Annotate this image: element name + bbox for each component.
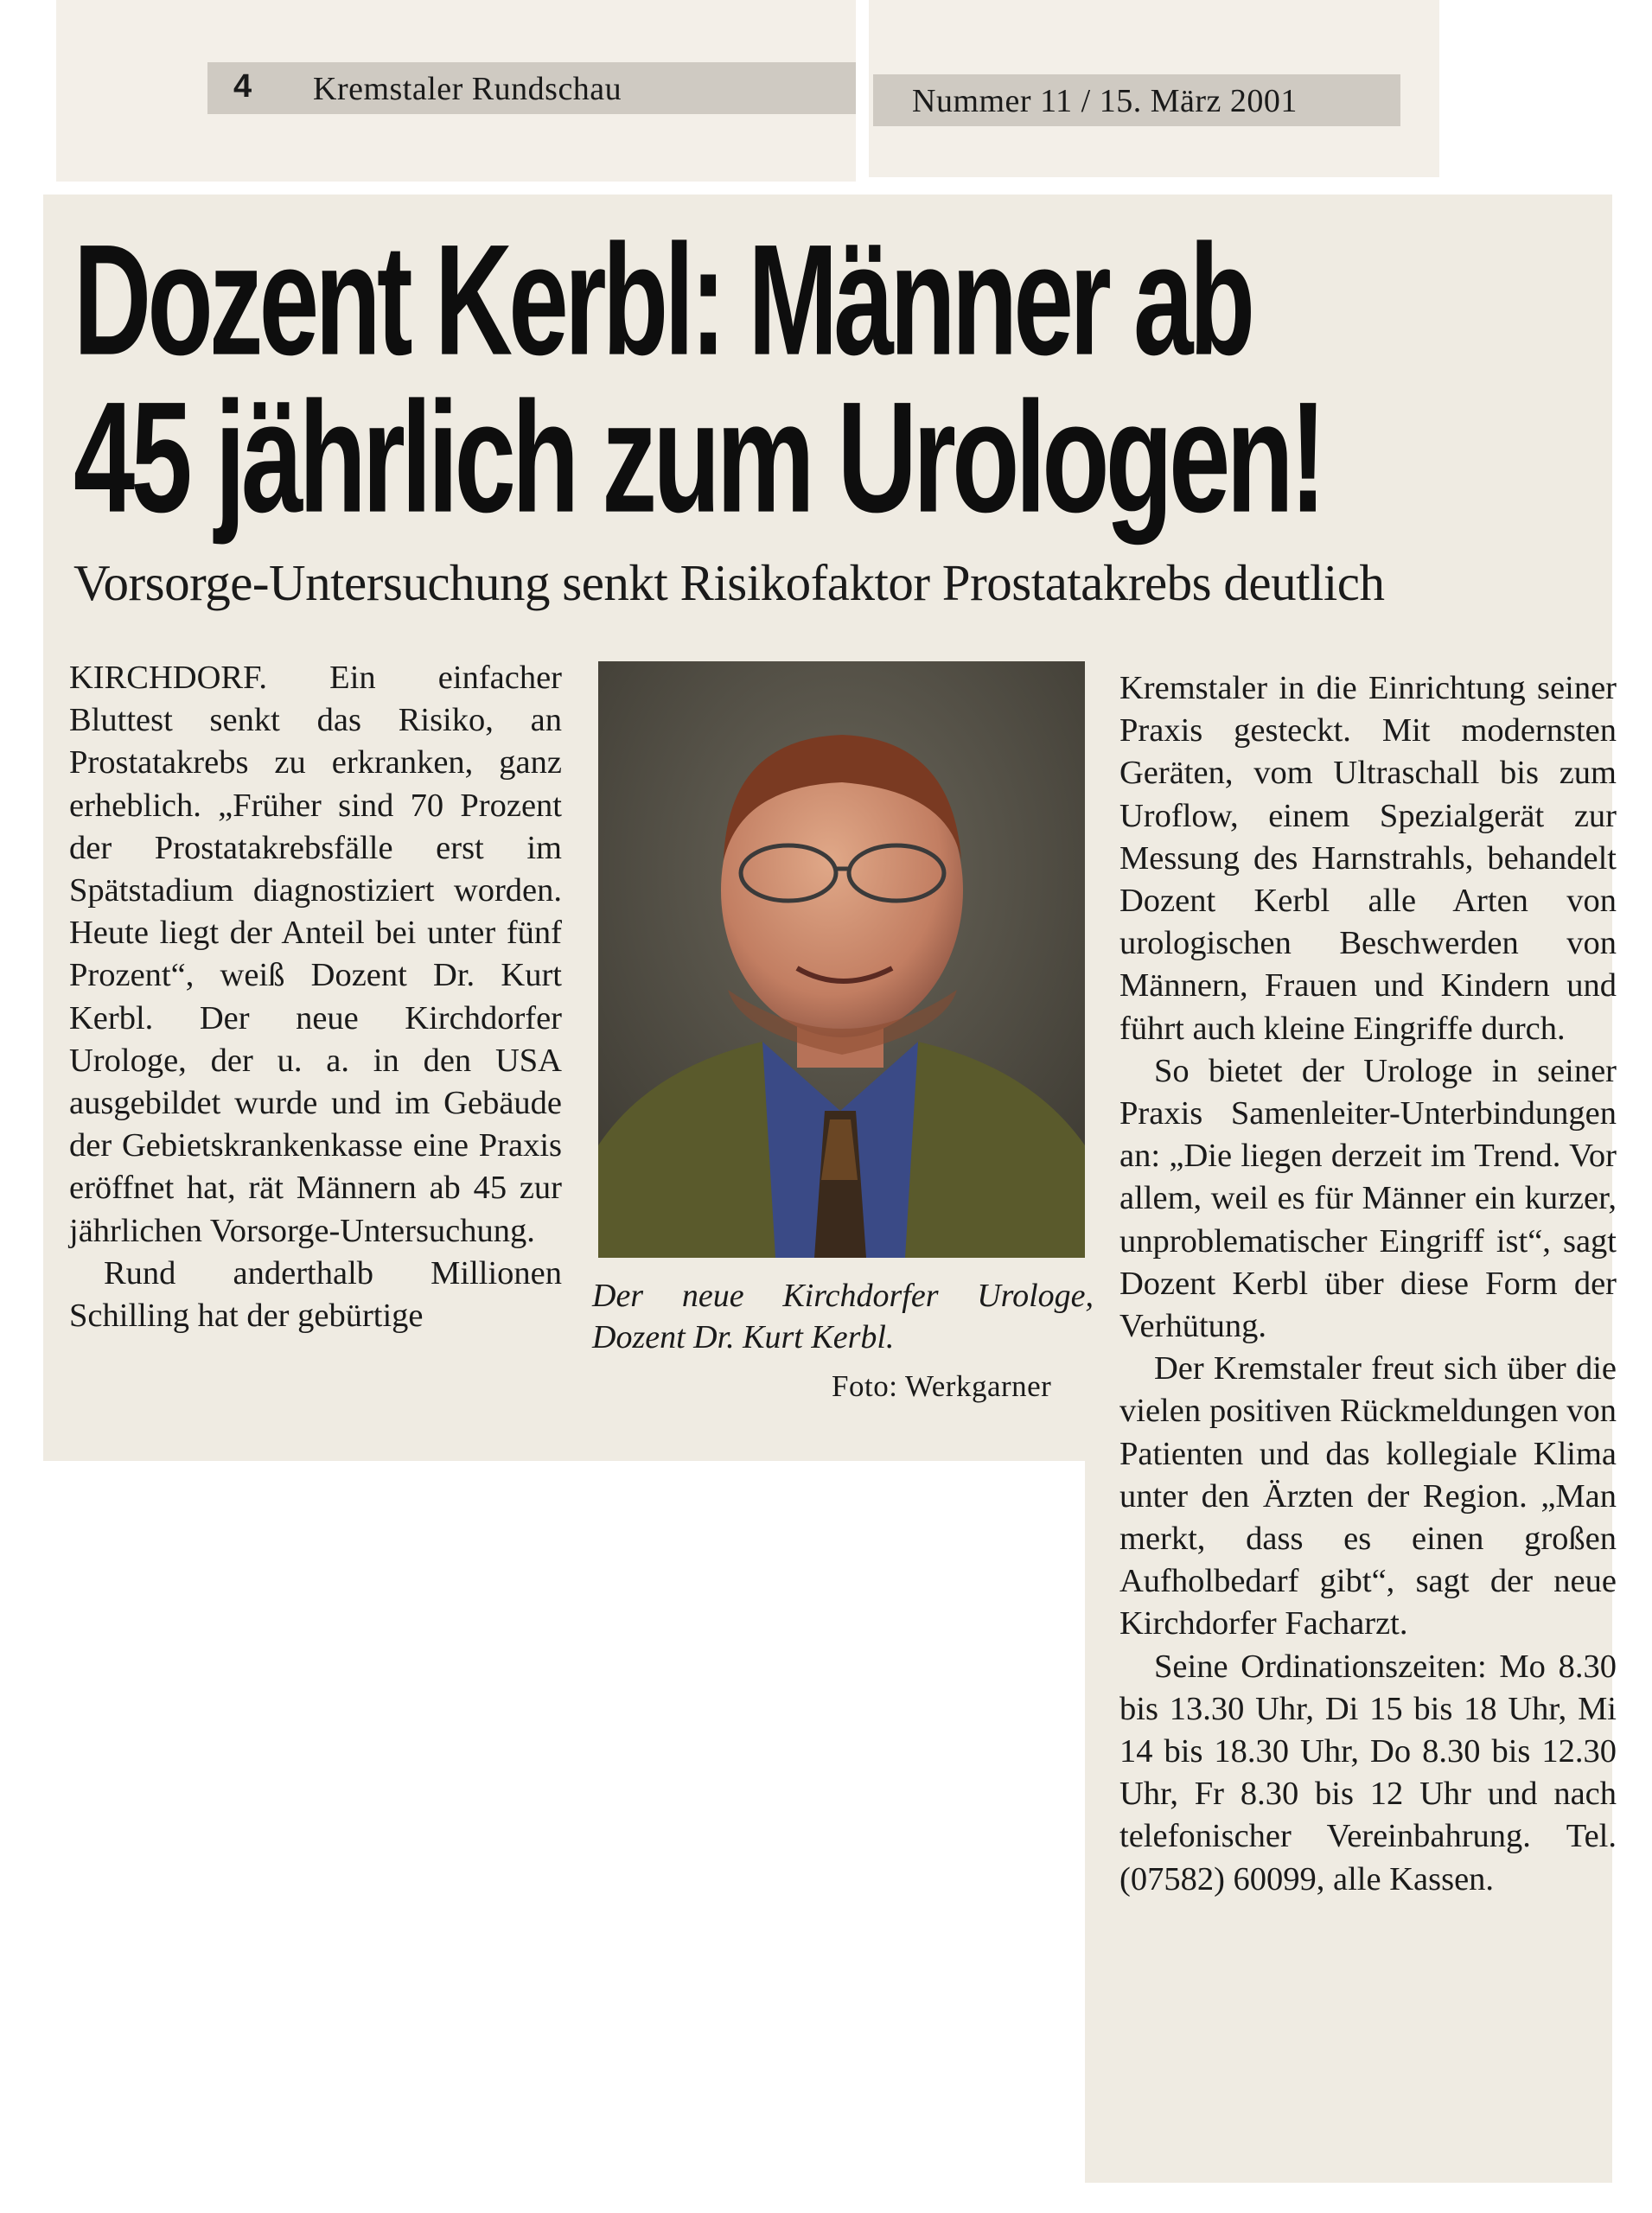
article-paragraph: So bietet der Urologe in seiner Praxis Samenleiter-Unterbindungen an: „Die liegen derzeit im Trend. Vor allem, weil es für Männer ein kurzer, unproblematischer Eingriff ist“, sagt Dozent Kerbl über diese Form der Verhütung. (1119, 1052, 1617, 1345)
newspaper-name: Kremstaler Rundschau (313, 71, 622, 107)
article-column-1 (69, 657, 562, 1337)
portrait-photo (598, 661, 1085, 1258)
article-paragraph: Kremstaler in die Einrichtung seiner Praxis gesteckt. Mit modernsten Geräten, vom Ultraschall bis zum Uroflow, einem Spezialgerät zur Messung des Harnstrahls, behandelt Dozent Kerbl alle Arten von urologischen Beschwerden von Männern, Frauen und Kindern und führt auch kleine Eingriffe durch. (1119, 670, 1617, 1047)
page-number: 4 (233, 68, 252, 105)
article-paragraph: Der Kremstaler freut sich über die vielen positiven Rückmeldungen von Patienten und das kollegiale Klima unter den Ärzten der Region. „Man merkt, dass es einen großen Aufholbedarf gibt“, sagt der neue Kirchdorfer Facharzt. (1119, 1350, 1617, 1642)
article-paragraph: Seine Ordinationszeiten: Mo 8.30 bis 13.30 Uhr, Di 15 bis 18 Uhr, Mi 14 bis 18.30 Uhr, Do 8.30 bis 12.30 Uhr, Fr 8.30 bis 12 Uhr und nach telefonischer Vereinbahrung. Tel. (07582) 60099, alle Kassen. (1119, 1648, 1617, 1897)
subheadline: Vorsorge-Untersuchung senkt Risikofaktor Prostatakrebs deutlich (73, 554, 1385, 611)
article-paragraph: KIRCHDORF. Ein einfacher Bluttest senkt das Risiko, an Prostatakrebs zu erkranken, ganz erheblich. „Früher sind 70 Prozent der Prostatakrebsfälle erst im Spätstadium diagnostiziert worden. Heute liegt der Anteil bei unter fünf Prozent“, weiß Dozent Dr. Kurt Kerbl. Der neue Kirchdorfer Urologe, der u. a. in den USA ausgebildet wurde und im Gebäude der Gebietskrankenkasse eine Praxis eröffnet hat, rät Männern ab 45 zur jährlichen Vorsorge-Untersuchung. (69, 660, 562, 1249)
portrait-illustration (598, 661, 1085, 1258)
photo-credit: Foto: Werkgarner (832, 1369, 1052, 1403)
photo-caption: Der neue Kirchdorfer Urologe, Dozent Dr. Kurt Kerbl. (592, 1278, 1094, 1355)
article-column-3 (1119, 667, 1617, 1901)
article-paragraph: Rund anderthalb Millionen Schilling hat der gebürtige (69, 1254, 562, 1335)
issue-date: Nummer 11 / 15. März 2001 (912, 83, 1298, 119)
headline-line-2: 45 jährlich zum Urologen! (73, 368, 1323, 545)
headline-line-1: Dozent Kerbl: Männer ab (73, 211, 1252, 388)
